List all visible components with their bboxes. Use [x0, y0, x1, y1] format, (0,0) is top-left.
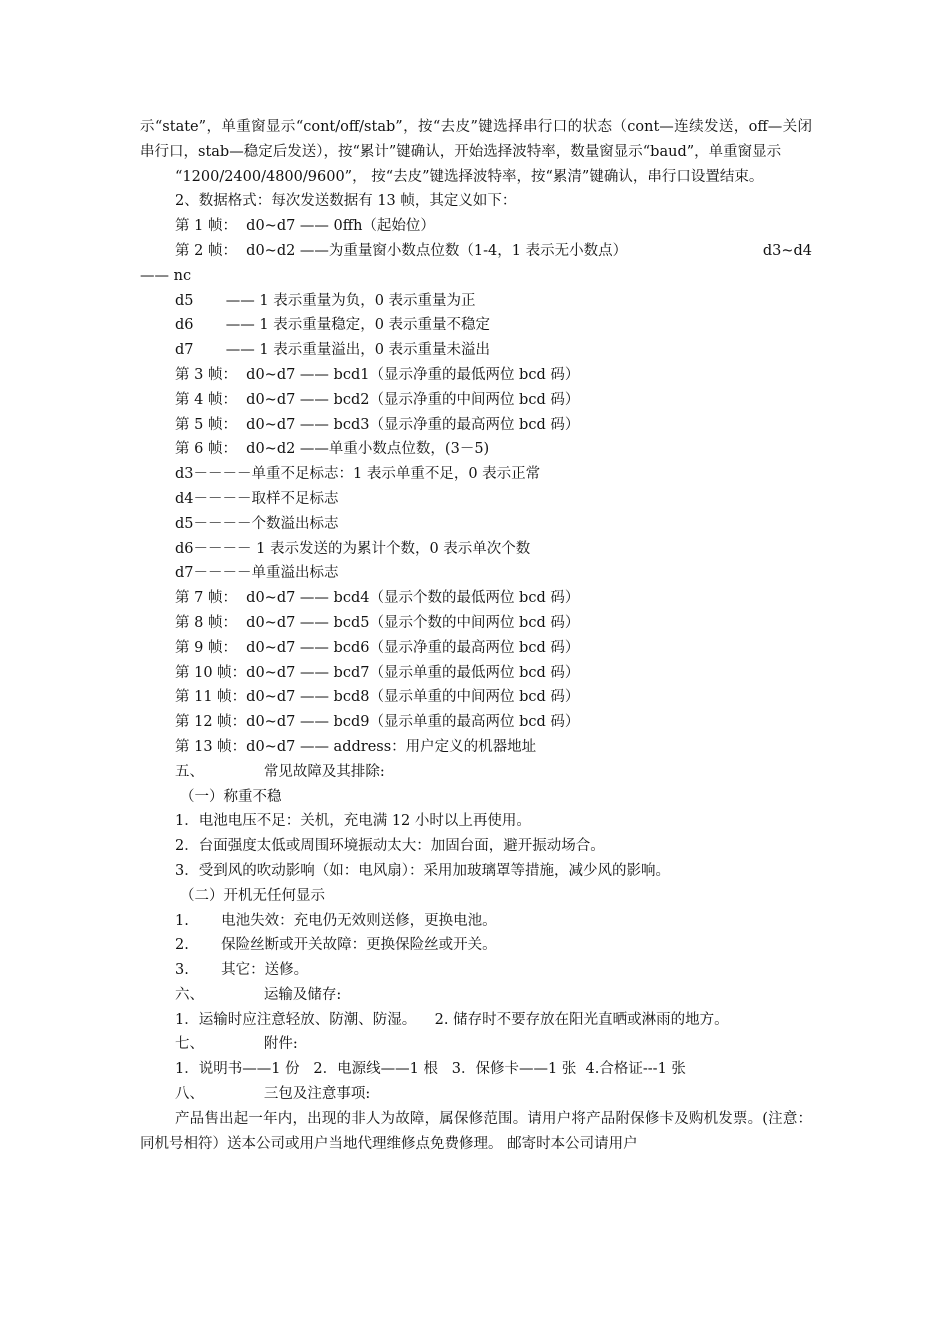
text-line: 第 12 帧：d0~d7 —— bcd9（显示单重的最高两位 bcd 码）	[175, 714, 580, 731]
text-line: 第 5 帧： d0~d7 —— bcd3（显示净重的最高两位 bcd 码）	[175, 416, 580, 433]
text-line: d5 —— 1 表示重量为负，0 表示重量为正	[175, 292, 476, 309]
text-line: （一）称重不稳	[180, 788, 282, 805]
document-page	[140, 115, 812, 1156]
text-line: 2、数据格式：每次发送数据有 13 帧，其定义如下：	[175, 193, 517, 210]
text-line: 第 6 帧： d0~d2 ——单重小数点位数，(3－5)	[175, 441, 490, 458]
text-line: 第 11 帧：d0~d7 —— bcd8（显示单重的中间两位 bcd 码）	[175, 689, 580, 706]
text-line: 五、 常见故障及其排除:	[175, 763, 385, 780]
paragraph-text: 产品售出起一年内，出现的非人为故障，属保修范围。请用户将产品附保修卡及购机发票。(注意：同机号相符）送本公司或用户当地代理维修点免费修理。 邮寄时本公司请用户	[140, 1110, 812, 1152]
text-line: 3. 其它：送修。	[175, 962, 309, 979]
text-line: 六、 运输及储存:	[175, 986, 342, 1003]
text-line: 1. 电池失效：充电仍无效则送修，更换电池。	[175, 912, 497, 929]
text-line: 第 13 帧：d0~d7 —— address：用户定义的机器地址	[175, 738, 537, 755]
text-line: 八、 三包及注意事项:	[175, 1086, 371, 1103]
text-line: 第 4 帧： d0~d7 —— bcd2（显示净重的中间两位 bcd 码）	[175, 391, 580, 408]
paragraph	[140, 1107, 812, 1157]
text-line: 1．说明书——1 份 2．电源线——1 根 3．保修卡——1 张 4.合格证---1 张	[175, 1061, 686, 1078]
text-line: 第 7 帧： d0~d7 —— bcd4（显示个数的最低两位 bcd 码）	[175, 590, 580, 607]
text-line: 第 8 帧： d0~d7 —— bcd5（显示个数的中间两位 bcd 码）	[175, 614, 580, 631]
text-line: d3－－－－单重不足标志：1 表示单重不足，0 表示正常	[175, 466, 541, 483]
text-line-right: d3~d4	[762, 242, 812, 259]
paragraph	[140, 165, 812, 190]
text-line: 2．台面强度太低或周围环境振动太大：加固台面，避开振动场合。	[175, 838, 605, 855]
text-line: d7 —— 1 表示重量溢出，0 表示重量未溢出	[175, 342, 491, 359]
text-line-left: 第 2 帧： d0~d2 ——为重量窗小数点位数（1-4，1 表示无小数点）	[175, 242, 628, 259]
paragraph-text: 示“state”，单重窗显示“cont/off/stab”，按“去皮”键选择串行口的状态（cont—连续发送，off—关闭串行口，stab—稳定后发送），按“累计”键确认，开始选择波特率，数量窗显示“baud”，单重窗显示	[140, 119, 812, 160]
text-line: 七、 附件:	[175, 1036, 298, 1053]
text-line: d4－－－－取样不足标志	[175, 490, 339, 507]
text-line: 第 9 帧： d0~d7 —— bcd6（显示净重的最高两位 bcd 码）	[175, 639, 580, 656]
text-line: d6－－－－ 1 表示发送的为累计个数，0 表示单次个数	[175, 540, 531, 557]
text-line: 第 3 帧： d0~d7 —— bcd1（显示净重的最低两位 bcd 码）	[175, 366, 580, 383]
text-line: d5－－－－个数溢出标志	[175, 515, 339, 532]
text-line: 1．运输时应注意轻放、防潮、防湿。 2. 储存时不要存放在阳光直晒或淋雨的地方。	[175, 1011, 729, 1028]
paragraph	[140, 115, 812, 165]
text-line: 3．受到风的吹动影响（如：电风扇）：采用加玻璃罩等措施，减少风的影响。	[175, 862, 670, 879]
text-line: 1．电池电压不足：关机，充电满 12 小时以上再使用。	[175, 813, 531, 830]
paragraph-text: “1200/2400/4800/9600”， 按“去皮”键选择波特率，按“累清”键确认，串行口设置结束。	[175, 168, 764, 185]
text-line: 第 1 帧： d0~d7 —— 0ffh（起始位）	[175, 218, 435, 235]
text-line	[140, 239, 812, 264]
text-line: 2. 保险丝断或开关故障：更换保险丝或开关。	[175, 937, 497, 954]
text-line: d7－－－－单重溢出标志	[175, 565, 339, 582]
text-line: （二）开机无任何显示	[180, 887, 325, 904]
text-line: —— nc	[140, 267, 192, 284]
text-line: 第 10 帧：d0~d7 —— bcd7（显示单重的最低两位 bcd 码）	[175, 664, 580, 681]
text-line: d6 —— 1 表示重量稳定，0 表示重量不稳定	[175, 317, 491, 334]
